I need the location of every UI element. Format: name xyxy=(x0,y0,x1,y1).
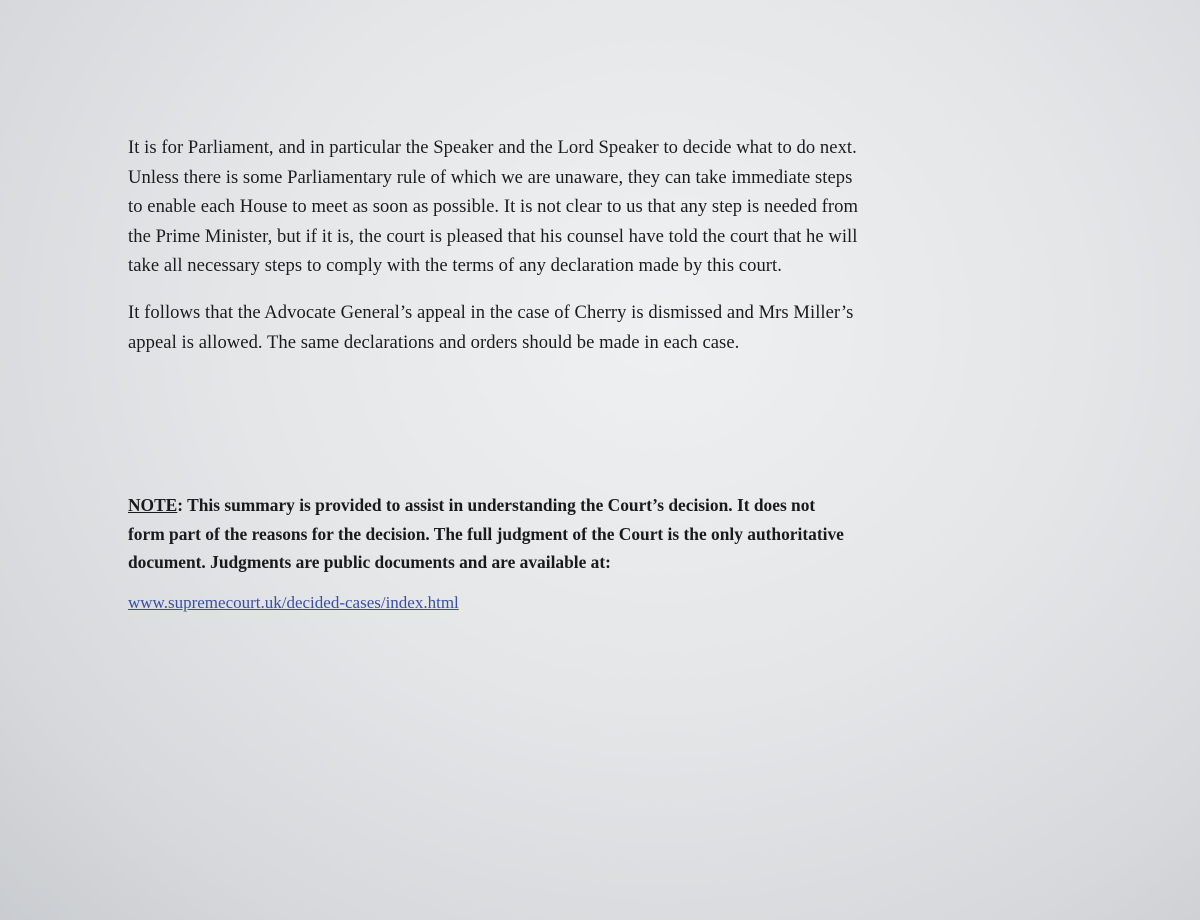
paragraph-outcome xyxy=(128,298,1128,357)
paragraph-line: to enable each House to meet as soon as possible. It is not clear to us that any step is needed from xyxy=(128,196,858,217)
note-label: NOTE xyxy=(128,495,178,515)
note-block xyxy=(128,491,1088,577)
paragraph-line: It follows that the Advocate General’s appeal in the case of Cherry is dismissed and Mrs Miller’s xyxy=(128,302,854,323)
paragraph-line: It is for Parliament, and in particular the Speaker and the Lord Speaker to decide what to do next. xyxy=(128,137,857,158)
judgments-link[interactable]: www.supremecourt.uk/decided-cases/index.html xyxy=(128,593,459,612)
paragraph-line: the Prime Minister, but if it is, the court is pleased that his counsel have told the court that he will xyxy=(128,225,858,247)
paragraph-line: take all necessary steps to comply with the terms of any declaration made by this court. xyxy=(128,255,782,276)
paragraph-next-steps xyxy=(128,133,1128,281)
note-text: This summary is provided to assist in understanding the Court’s decision. It does not xyxy=(183,495,816,515)
note-line: form part of the reasons for the decision. The full judgment of the Court is the only authoritative xyxy=(128,523,844,544)
paragraph-line: appeal is allowed. The same declarations and orders should be made in each case. xyxy=(128,331,740,353)
paragraph-line: Unless there is some Parliamentary rule of which we are unaware, they can take immediate steps xyxy=(128,166,853,188)
note-line: document. Judgments are public documents and are available at: xyxy=(128,552,611,572)
note-separator: : xyxy=(177,495,184,515)
note-line xyxy=(128,491,1088,520)
